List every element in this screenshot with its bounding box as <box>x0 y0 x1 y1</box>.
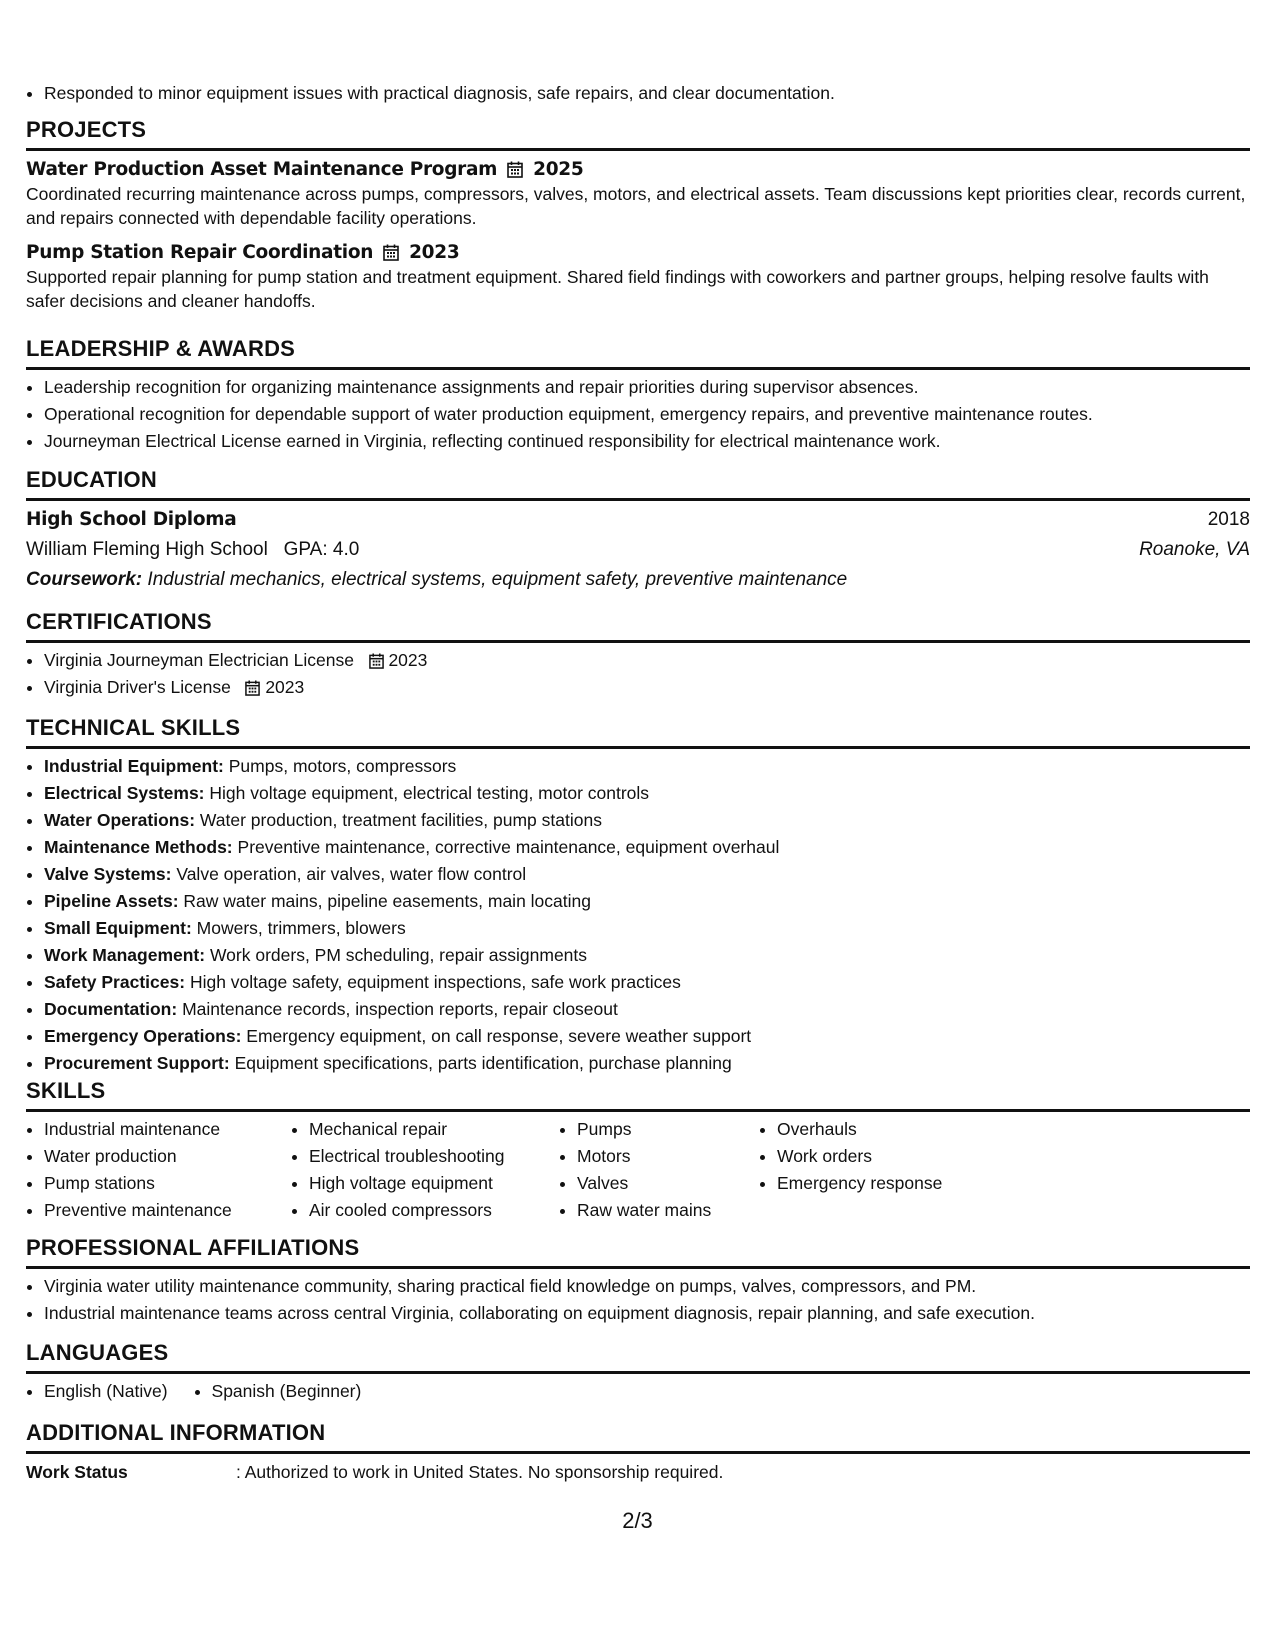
skill-value: High voltage safety, equipment inspections, safe work practices <box>189 972 681 992</box>
technical-skill-item <box>44 996 1250 1023</box>
skill-item: • Electrical troubleshooting <box>309 1143 537 1170</box>
project-name: Pump Station Repair Coordination <box>26 242 374 263</box>
calendar-icon <box>507 161 523 178</box>
skill-item: • Preventive maintenance <box>44 1197 269 1224</box>
technical-skills-list <box>26 753 1250 1077</box>
skill-item: • High voltage equipment <box>309 1170 537 1197</box>
calendar-icon <box>369 653 384 669</box>
project-description: Coordinated recurring maintenance across pumps, compressors, valves, motors, and electrical assets. Team discussions kept priorities clear, records current, and repairs connected with dependable facility operations. <box>26 184 1246 228</box>
section-title-projects: PROJECTS <box>26 116 1250 151</box>
skill-value: Valve operation, air valves, water flow control <box>176 864 527 884</box>
skill-value: Mowers, trimmers, blowers <box>196 918 406 938</box>
affiliations-list <box>26 1273 1250 1327</box>
technical-skill-item <box>44 780 1250 807</box>
technical-skills-section <box>26 714 1250 1077</box>
section-title-affiliations: PROFESSIONAL AFFILIATIONS <box>26 1234 1250 1269</box>
skill-item: • Air cooled compressors <box>309 1197 537 1224</box>
skills-column <box>26 1116 269 1224</box>
skill-value: Equipment specifications, parts identification, purchase planning <box>234 1053 732 1073</box>
section-title-skills: SKILLS <box>26 1077 1250 1112</box>
section-title-technical-skills: TECHNICAL SKILLS <box>26 714 1250 749</box>
skill-label: Safety Practices: <box>44 972 186 992</box>
section-title-languages: LANGUAGES <box>26 1339 1250 1374</box>
project-description: Supported repair planning for pump station and treatment equipment. Shared field findings with coworkers and partner groups, helping resolve faults with safer decisions and cleaner handoffs. <box>26 267 1209 311</box>
section-title-certifications: CERTIFICATIONS <box>26 608 1250 643</box>
list-item: • Virginia water utility maintenance community, sharing practical field knowledge on pumps, valves, compressors, and PM. <box>44 1273 1250 1300</box>
work-status-label: Work Status <box>26 1462 128 1482</box>
school-name: William Fleming High School <box>26 539 268 560</box>
technical-skill-item <box>44 915 1250 942</box>
calendar-icon <box>245 680 260 696</box>
additional-info-section <box>26 1419 1250 1485</box>
skill-item: • Emergency response <box>777 1170 942 1197</box>
skill-label: Small Equipment: <box>44 918 192 938</box>
skills-columns <box>26 1116 1250 1224</box>
education-section <box>26 466 1250 595</box>
skill-item: • Mechanical repair <box>309 1116 537 1143</box>
experience-bullet: • Responded to minor equipment issues with practical diagnosis, safe repairs, and clear documentation. <box>44 80 835 107</box>
skill-label: Industrial Equipment: <box>44 756 224 776</box>
technical-skill-item <box>44 834 1250 861</box>
section-title-education: EDUCATION <box>26 466 1250 501</box>
section-title-leadership: LEADERSHIP & AWARDS <box>26 335 1250 370</box>
skill-item: • Motors <box>577 1143 737 1170</box>
project-name: Water Production Asset Maintenance Program <box>26 159 498 180</box>
project-year: 2025 <box>533 159 584 180</box>
skills-section <box>26 1077 1250 1224</box>
skill-value: High voltage equipment, electrical testing, motor controls <box>209 783 650 803</box>
skill-item: • Valves <box>577 1170 737 1197</box>
technical-skill-item <box>44 807 1250 834</box>
technical-skill-item <box>44 969 1250 996</box>
list-item: • Virginia Driver's License 2023 <box>44 674 1250 701</box>
education-location: Roanoke, VA <box>1139 539 1250 560</box>
skill-item: • Water production <box>44 1143 269 1170</box>
technical-skill-item <box>44 1023 1250 1050</box>
leadership-section <box>26 335 1250 455</box>
skill-label: Electrical Systems: <box>44 783 205 803</box>
work-status-value: : Authorized to work in United States. No sponsorship required. <box>236 1462 724 1482</box>
experience-bullet-list <box>26 80 835 107</box>
skill-label: Documentation: <box>44 999 178 1019</box>
education-year: 2018 <box>1207 509 1250 530</box>
skill-item: • Overhauls <box>777 1116 942 1143</box>
technical-skill-item <box>44 888 1250 915</box>
certifications-section <box>26 608 1250 701</box>
project-item <box>26 159 1250 230</box>
degree: High School Diploma <box>26 509 237 530</box>
skill-item: • Pumps <box>577 1116 737 1143</box>
technical-skill-item <box>44 861 1250 888</box>
skill-label: Valve Systems: <box>44 864 172 884</box>
languages-section <box>26 1339 1250 1405</box>
technical-skill-item <box>44 942 1250 969</box>
language-item: • Spanish (Beginner) <box>212 1378 362 1405</box>
project-year: 2023 <box>409 242 460 263</box>
skill-value: Emergency equipment, on call response, severe weather support <box>246 1026 752 1046</box>
skill-value: Work orders, PM scheduling, repair assignments <box>209 945 588 965</box>
skill-item: • Work orders <box>777 1143 942 1170</box>
page-number: 2/3 <box>622 1508 653 1533</box>
skill-value: Maintenance records, inspection reports, repair closeout <box>182 999 618 1019</box>
skill-label: Work Management: <box>44 945 206 965</box>
gpa: GPA: 4.0 <box>283 539 360 560</box>
list-item: • Operational recognition for dependable support of water production equipment, emergency repairs, and preventive maintenance routes. <box>44 401 1250 428</box>
skill-value: Raw water mains, pipeline easements, main locating <box>183 891 591 911</box>
skills-column <box>559 1116 737 1224</box>
list-item: • Industrial maintenance teams across central Virginia, collaborating on equipment diagnosis, repair planning, and safe execution. <box>44 1300 1250 1327</box>
language-item: • English (Native) <box>44 1378 168 1405</box>
skill-value: Preventive maintenance, corrective maintenance, equipment overhaul <box>237 837 780 857</box>
skill-label: Water Operations: <box>44 810 196 830</box>
projects-section <box>26 116 1250 313</box>
skill-label: Procurement Support: <box>44 1053 230 1073</box>
skill-item: • Raw water mains <box>577 1197 737 1224</box>
skill-item: • Pump stations <box>44 1170 269 1197</box>
calendar-icon <box>383 244 399 261</box>
certifications-list <box>26 647 1250 701</box>
skill-item: • Industrial maintenance <box>44 1116 269 1143</box>
skill-label: Maintenance Methods: <box>44 837 233 857</box>
skill-value: Pumps, motors, compressors <box>228 756 457 776</box>
list-item: • Journeyman Electrical License earned in Virginia, reflecting continued responsibility for electrical maintenance work. <box>44 428 1250 455</box>
technical-skill-item <box>44 1050 1250 1077</box>
leadership-list <box>26 374 1250 455</box>
list-item: • Leadership recognition for organizing maintenance assignments and repair priorities during supervisor absences. <box>44 374 1250 401</box>
skills-column <box>759 1116 942 1224</box>
skill-label: Emergency Operations: <box>44 1026 242 1046</box>
coursework: Industrial mechanics, electrical systems, equipment safety, preventive maintenance <box>147 569 848 590</box>
technical-skill-item <box>44 753 1250 780</box>
project-item <box>26 242 1250 313</box>
coursework-label: Coursework: <box>26 569 143 590</box>
skill-label: Pipeline Assets: <box>44 891 179 911</box>
section-title-additional: ADDITIONAL INFORMATION <box>26 1419 1250 1454</box>
skill-value: Water production, treatment facilities, pump stations <box>199 810 602 830</box>
affiliations-section <box>26 1234 1250 1327</box>
skills-column <box>291 1116 537 1224</box>
list-item: • Virginia Journeyman Electrician License 2023 <box>44 647 1250 674</box>
